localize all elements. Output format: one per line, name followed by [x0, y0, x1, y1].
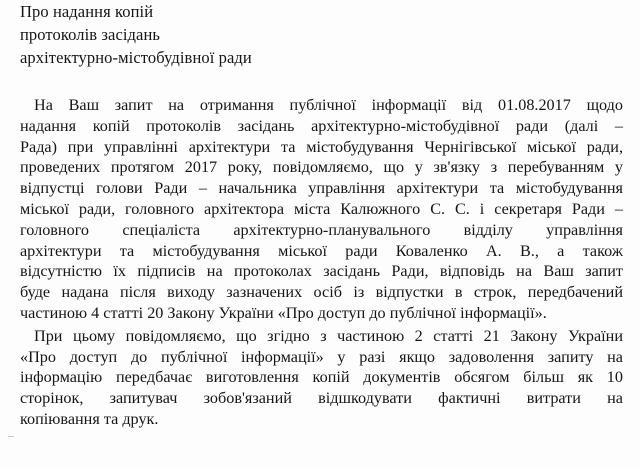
subject-line: протоколів засідань	[20, 25, 161, 44]
paragraph-fees-notice	[20, 326, 623, 430]
text-line: відпустці голови Ради – начальника управління архітектури та містобудування	[20, 179, 623, 198]
subject-line: Про надання копій	[20, 2, 154, 21]
subject-line: архітектурно-містобудівної ради	[20, 48, 252, 67]
scan-artifact	[8, 436, 14, 437]
text-line: надання копій протоколів засідань архітектурно-містобудівної ради (далі –	[20, 116, 623, 135]
text-line: буде надана після виходу зазначених осіб із відпустки в строк, передбачений	[20, 283, 623, 302]
text-line: відсутністю їх підписів на протоколах засідань Ради, відповідь на Ваш запит	[20, 262, 623, 281]
text-line: частиною 4 статті 20 Закону України «Про доступ до публічної інформації».	[20, 303, 547, 322]
paragraph-response	[20, 95, 623, 324]
text-line: копіювання та друк.	[20, 409, 159, 428]
text-line: При цьому повідомляємо, що згідно з частиною 2 статті 21 Закону України	[34, 326, 623, 345]
letter-subject	[20, 0, 252, 69]
text-line: Рада) при управлінні архітектури та містобудування Чернігівської міської ради,	[20, 137, 623, 156]
text-line: головного спеціаліста архітектурно-планувального відділу управління	[20, 220, 623, 239]
text-line: інформацію передбачає виготовлення копій документів обсягом більш як 10	[20, 368, 623, 387]
text-line: На Ваш запит на отримання публічної інформації від 01.08.2017 щодо	[34, 96, 623, 114]
text-line: «Про доступ до публічної інформації» у разі якщо задоволення запиту на	[20, 347, 623, 366]
text-line: сторінок, запитувач зобов'язаний відшкодувати фактичні витрати на	[20, 389, 623, 408]
text-line: проведених протягом 2017 року, повідомляємо, що у зв'язку з перебуванням у	[20, 158, 623, 177]
letter-body	[20, 95, 623, 430]
text-line: архітектури та містобудування міської ради Коваленко А. В., а також	[20, 241, 623, 260]
text-line: міської ради, головного архітектора міста Калюжного С. С. і секретаря Ради –	[20, 199, 623, 218]
